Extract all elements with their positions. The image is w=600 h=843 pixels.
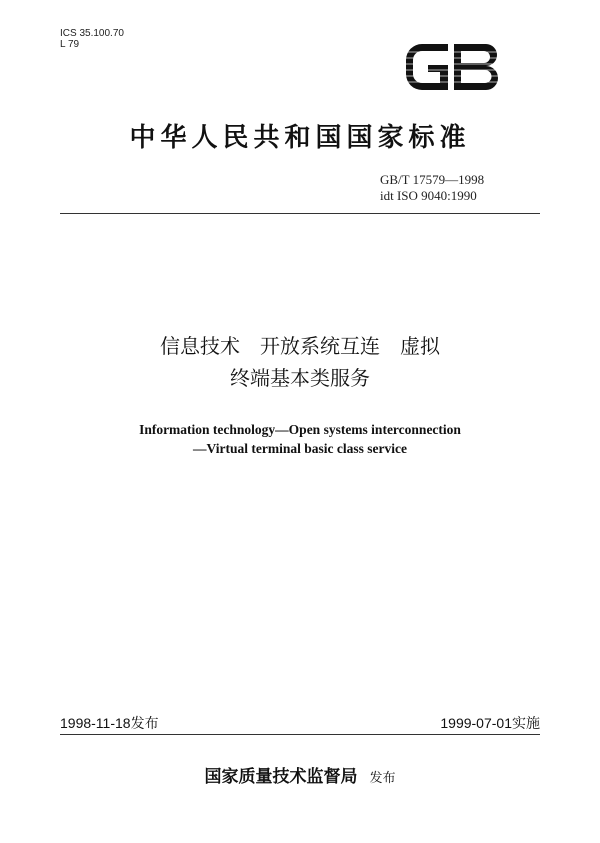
cn-title-line-2: 终端基本类服务 [230, 366, 370, 390]
publisher-suffix: 发布 [369, 771, 396, 786]
publisher-name: 国家质量技术监督局 [204, 767, 358, 787]
bottom-divider [60, 734, 540, 735]
en-title-line-2: —Virtual terminal basic class service [193, 441, 407, 456]
en-title-line-1: Information technology—Open systems interconnection [139, 422, 461, 437]
issue-date: 1998-11-18发布 [60, 715, 159, 731]
gb-logo [400, 38, 506, 96]
iso-equivalence: idt ISO 9040:1990 [380, 188, 477, 203]
cn-title-part-1: 信息技术 [160, 334, 240, 358]
chinese-title [0, 330, 600, 394]
standard-code: GB/T 17579—1998 [380, 172, 485, 187]
national-standard-title: 中华人民共和国国家标准 [129, 123, 471, 153]
cn-title-line-1 [0, 330, 600, 362]
standard-number-block [380, 172, 484, 204]
cn-title-part-3: 虚拟 [400, 334, 440, 358]
ics-code: ICS 35.100.70 [60, 28, 124, 39]
ccs-code: L 79 [60, 39, 80, 50]
implementation-date: 1999-07-01实施 [440, 715, 540, 731]
cn-title-part-2: 开放系统互连 [260, 334, 380, 358]
top-divider [60, 213, 540, 214]
publisher [0, 762, 600, 787]
classification-codes [60, 28, 124, 50]
english-title [0, 420, 600, 458]
